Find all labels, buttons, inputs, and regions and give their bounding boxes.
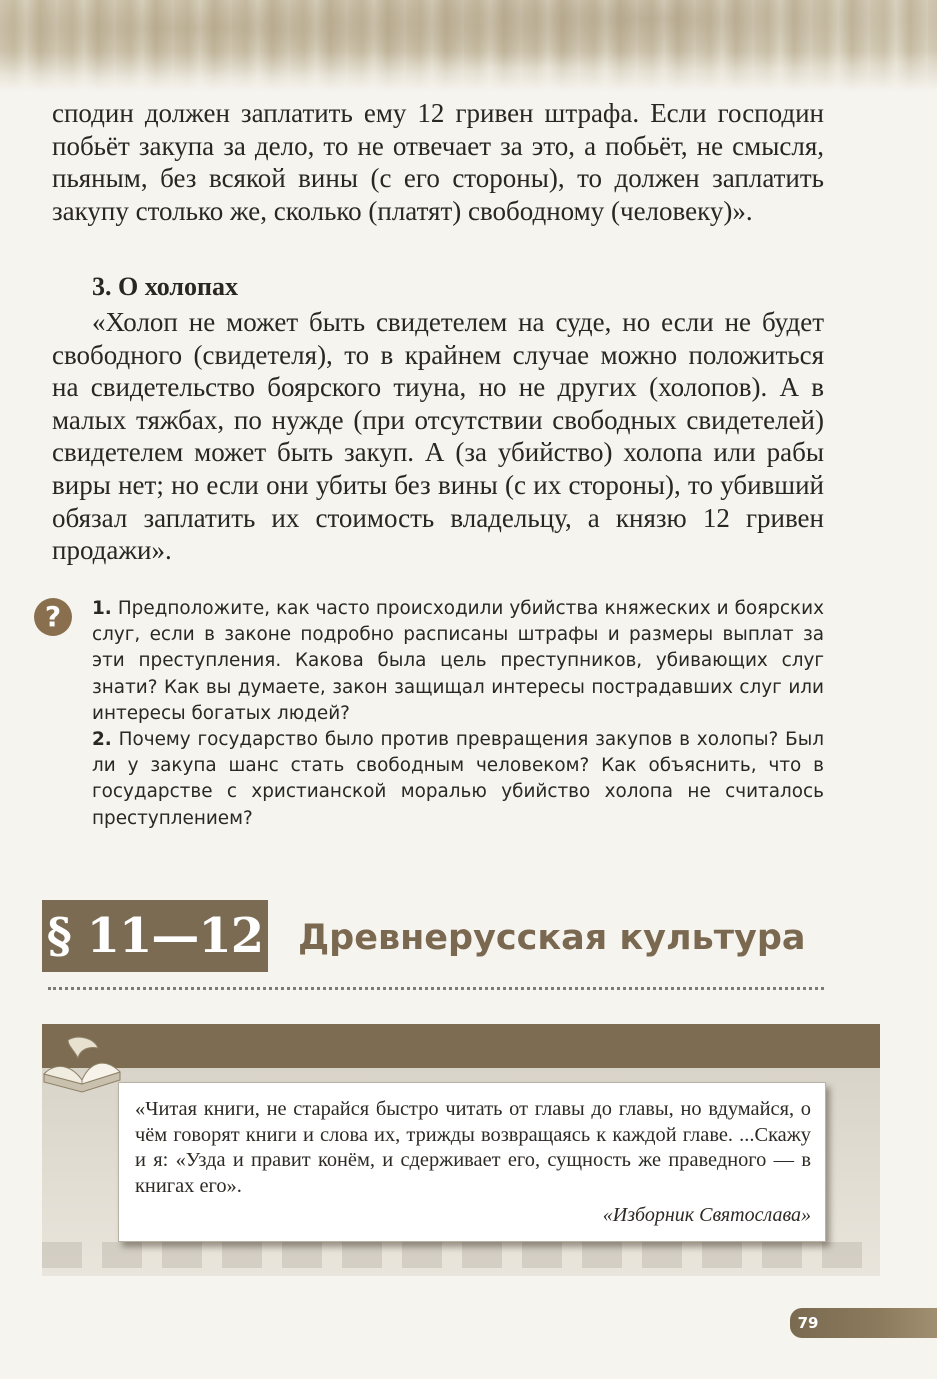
section-title: Древнерусская культура (298, 918, 806, 958)
paragraph-continued: сподин должен заплатить ему 12 гривен штрафа. Если господин побьёт закупа за дело, то не отвечает за это, а побьёт, не смысля, пьяным, без всякой вины (с его стороны), то должен заплатить закупу столько же, сколько (платят) свободному (человеку)». (52, 98, 824, 226)
subsection-heading: 3. О холопах (92, 272, 238, 301)
quote-card (118, 1082, 826, 1242)
banner-texture (0, 0, 937, 92)
question-text: Предположите, как часто происходили убийства княжеских и боярских слуг, если в законе подробно расписаны штрафы и размеры выплат за эти преступления. Какова была цель преступников, убивающих слуг знати? Как вы думаете, закон защищал интересы пострадавших слуг или интересы богатых людей? (92, 598, 824, 724)
question-number: 2. (92, 729, 112, 751)
paragraph-quote: «Холоп не может быть свидетелем на суде, но если не будет свободного (свидетеля), то в крайнем случае можно положиться на свидетельство боярского тиуна, но не других (холопов). А в малых тяжбах, по нужде (при отсутствии свободных свидетелей) свидетелем может быть закуп. А (за убийство) холопа или рабы виры нет; но если они убиты без вины (с их стороны), то убивший обязал заплатить их стоимость владельцу, а князю 12 гривен продажи». (52, 307, 824, 566)
question-text: Почему государство было против превращения закупов в холопы? Был ли у закупа шанс стать свободным человеком? Как объяснить, что в государстве с христианской моралью убийство холопа не считалось преступлением? (92, 729, 824, 829)
band-texture (42, 1242, 880, 1268)
question-item (92, 727, 824, 832)
question-number: 1. (92, 598, 112, 619)
question-item (92, 596, 824, 727)
dotted-divider (48, 987, 824, 990)
decorative-header-banner (0, 0, 937, 92)
page-number: 79 (797, 1314, 819, 1332)
epigraph-source: «Изборник Святослава» (602, 1204, 811, 1226)
epigraph-text: «Читая книги, не старайся быстро читать от главы до главы, но вдумайся, о чём говорят книги и слова их, трижды возвращаясь к каждой главе. ...Скажу и я: «Узда и правит конём, и сдерживает его, сущность же праведного — в книгах его». (135, 1098, 811, 1197)
question-icon: ? (34, 598, 72, 636)
open-book-icon (38, 1032, 126, 1102)
questions-block (92, 596, 824, 832)
section-number-badge: § 11—12 (42, 900, 268, 972)
